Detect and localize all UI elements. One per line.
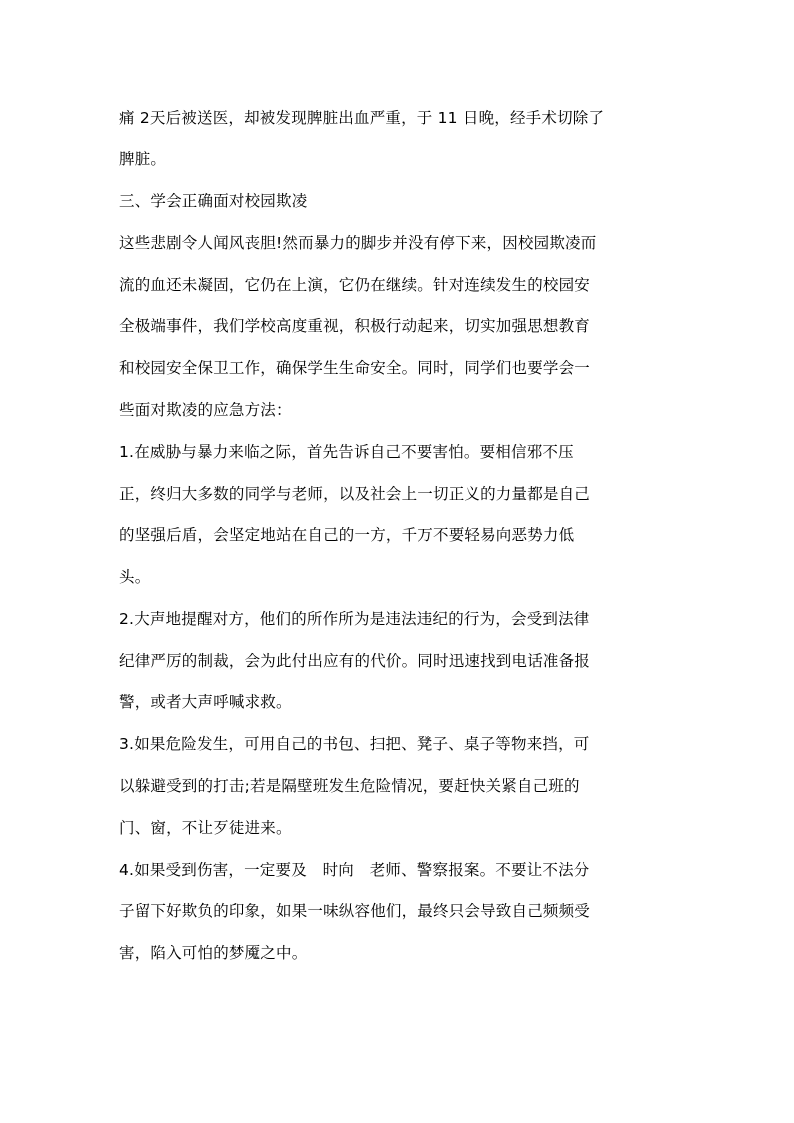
list-item-1: 1.在威胁与暴力来临之际，首先告诉自己不要害怕。要相信邪不压 — [119, 443, 574, 461]
text-line: 流的血还未凝固，它仍在上演，它仍在继续。针对连续发生的校园安 — [119, 276, 591, 294]
text-line: 全极端事件，我们学校高度重视，积极行动起来，切实加强思想教育 — [119, 317, 591, 335]
list-item-2: 2.大声地提醒对方，他们的所作所为是违法违纪的行为，会受到法律 — [119, 610, 590, 628]
text-line: 纪律严厉的制裁，会为此付出应有的代价。同时迅速找到电话准备报 — [119, 652, 591, 670]
text-line: 痛 2天后被送医，却被发现脾脏出血严重，于 11 日晚，经手术切除了 — [119, 109, 605, 127]
text-line: 子留下好欺负的印象，如果一味纵容他们，最终只会导致自己频频受 — [119, 902, 591, 920]
text-line: 门、窗，不让歹徒进来。 — [119, 819, 292, 837]
text-line: 以躲避受到的打击;若是隔壁班发生危险情况，要赶快关紧自己班的 — [119, 777, 580, 795]
text-line: 害，陷入可怕的梦魇之中。 — [119, 944, 308, 962]
text-line: 正，终归大多数的同学与老师，以及社会上一切正义的力量都是自己 — [119, 485, 591, 503]
text-line: 的坚强后盾，会坚定地站在自己的一方，千万不要轻易向恶势力低 — [119, 526, 575, 544]
text-line: 这些悲剧令人闻风丧胆!然而暴力的脚步并没有停下来，因校园欺凌而 — [119, 234, 597, 252]
text-line: 警，或者大声呼喊求救。 — [119, 693, 292, 711]
text-line: 头。 — [119, 568, 151, 586]
list-item-3: 3.如果危险发生，可用自己的书包、扫把、凳子、桌子等物来挡，可 — [119, 735, 590, 753]
text-line: 和校园安全保卫工作，确保学生生命安全。同时，同学们也要学会一 — [119, 359, 591, 377]
text-line: 脾脏。 — [119, 150, 167, 168]
list-item-4: 4.如果受到伤害，一定要及 时向 老师、警察报案。不要让不法分 — [119, 861, 590, 879]
text-line: 些面对欺凌的应急方法： — [119, 401, 292, 419]
section-heading: 三、学会正确面对校园欺凌 — [119, 192, 308, 210]
